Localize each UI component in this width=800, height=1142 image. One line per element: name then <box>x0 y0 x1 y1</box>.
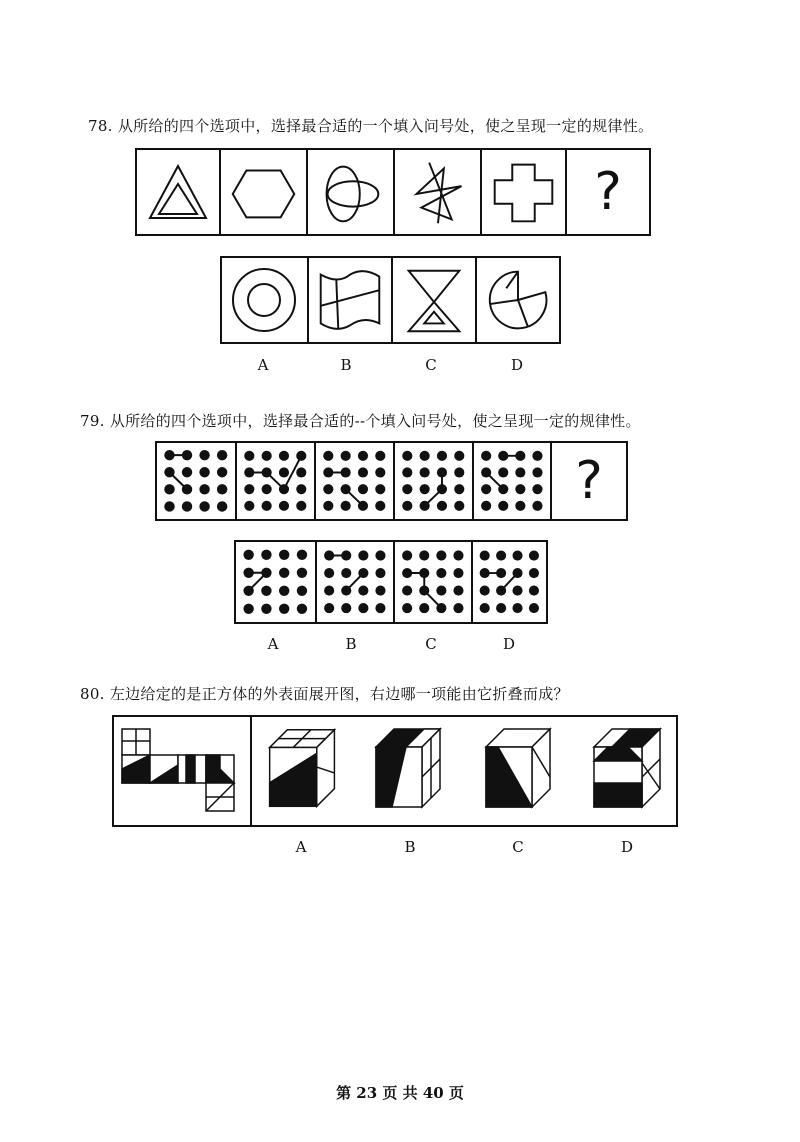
q78-option-a-figure[interactable] <box>222 258 307 342</box>
q78-option-b-label: B <box>340 356 352 374</box>
q79-stem-dot-grid-5 <box>472 443 550 519</box>
q79-option-b-dot-grid[interactable] <box>315 542 393 622</box>
q78-stem-figure-4 <box>393 150 480 234</box>
q78-option-d-label: D <box>510 356 524 374</box>
q79-option-c-dot-grid[interactable] <box>393 542 471 622</box>
q79-stem-dot-grid-2 <box>235 443 314 519</box>
q79-stem-row <box>155 441 628 521</box>
q79-option-d-label: D <box>502 635 516 653</box>
q78-option-c-figure[interactable] <box>391 258 475 342</box>
q79-stem-dot-grid-3 <box>314 443 393 519</box>
q80-text: 80. 左边给定的是正方体的外表面展开图，右边哪一项能由它折叠而成？ <box>80 685 569 703</box>
q79-option-a-label: A <box>267 635 279 653</box>
q79-question-mark: ? <box>550 443 626 519</box>
q79-stem-dot-grid-1 <box>157 443 235 519</box>
q78-stem-figure-2 <box>219 150 306 234</box>
q79-text: 79. 从所给的四个选项中，选择最合适的--个填入问号处，使之呈现一定的规律性。 <box>80 412 641 430</box>
q80-option-c-cube[interactable] <box>464 717 572 825</box>
q80-option-d-cube[interactable] <box>572 717 676 825</box>
q80-option-a-label: A <box>295 838 307 856</box>
q78-options-row <box>220 256 561 344</box>
q78-text: 78. 从所给的四个选项中，选择最合适的一个填入问号处，使之呈现一定的规律性。 <box>88 117 654 135</box>
q78-stem-figure-3 <box>306 150 393 234</box>
q80-option-b-label: B <box>404 838 416 856</box>
page-footer: 第 23 页 共 40 页 <box>336 1084 464 1102</box>
q80-option-a-cube[interactable] <box>250 717 356 825</box>
q78-stem-figure-5 <box>480 150 565 234</box>
q80-option-b-cube[interactable] <box>356 717 464 825</box>
q79-stem-dot-grid-4 <box>393 443 472 519</box>
q78-stem-figure-1 <box>137 150 219 234</box>
q78-question-mark: ? <box>565 150 649 234</box>
q79-options-row <box>234 540 548 624</box>
q80-figure-row <box>112 715 678 827</box>
q79-option-a-dot-grid[interactable] <box>236 542 315 622</box>
q78-stem-row <box>135 148 651 236</box>
q80-cube-net <box>114 717 250 825</box>
q78-option-b-figure[interactable] <box>307 258 391 342</box>
q79-option-c-label: C <box>425 635 437 653</box>
q80-option-d-label: D <box>620 838 634 856</box>
q80-option-c-label: C <box>512 838 524 856</box>
q79-option-d-dot-grid[interactable] <box>471 542 546 622</box>
q78-option-a-label: A <box>257 356 269 374</box>
q79-option-b-label: B <box>345 635 357 653</box>
q78-option-d-figure[interactable] <box>475 258 559 342</box>
q78-option-c-label: C <box>425 356 437 374</box>
